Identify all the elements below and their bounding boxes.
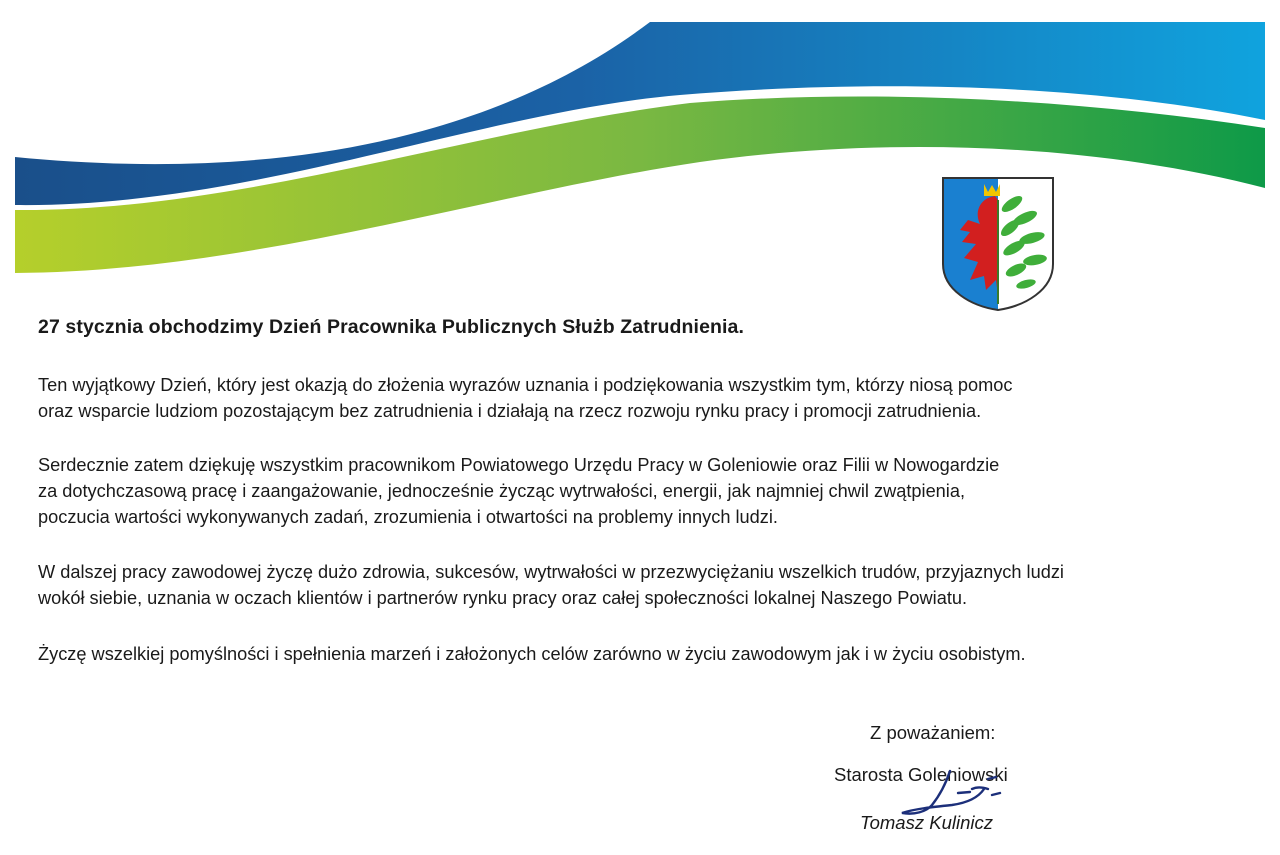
letter-title: 27 stycznia obchodzimy Dzień Pracownika Publicznych Służb Zatrudnienia.	[38, 316, 745, 338]
text-line: oraz wsparcie ludziom pozostającym bez zatrudnienia i działają na rzecz rozwoju rynku pracy i promocji zatrudnienia.	[38, 401, 982, 421]
coat-of-arms-logo	[940, 176, 1056, 312]
paragraph-3	[38, 559, 1253, 611]
text-line: Życzę wszelkiej pomyślności i spełnienia marzeń i założonych celów zarówno w życiu zawodowym jak i w życiu osobistym.	[38, 644, 1026, 664]
paragraph-4	[38, 641, 1253, 667]
text-line: wokół siebie, uznania w oczach klientów i partnerów rynku pracy oraz całej społeczności lokalnej Naszego Powiatu.	[38, 588, 968, 608]
signatory-role: Starosta Goleniowski	[834, 764, 1008, 785]
text-line: Ten wyjątkowy Dzień, który jest okazją do złożenia wyrazów uznania i podziękowania wszystkim tym, którzy niosą pomoc	[38, 375, 1013, 395]
paragraph-2	[38, 452, 1253, 530]
text-line: za dotychczasową pracę i zaangażowanie, jednocześnie życząc wytrwałości, energii, jak najmniej chwil zwątpienia,	[38, 481, 966, 501]
text-line: Serdecznie zatem dziękuję wszystkim pracownikom Powiatowego Urzędu Pracy w Goleniowie oraz Filii w Nowogardzie	[38, 455, 1000, 475]
paragraph-1	[38, 372, 1253, 424]
signatory-name: Tomasz Kulinicz	[860, 812, 993, 833]
closing-salutation: Z poważaniem:	[870, 722, 996, 743]
header-wave-banner	[0, 0, 1280, 300]
text-line: poczucia wartości wykonywanych zadań, zrozumienia i otwartości na problemy innych ludzi.	[38, 507, 778, 527]
text-line: W dalszej pracy zawodowej życzę dużo zdrowia, sukcesów, wytrwałości w przezwyciężaniu wszelkich trudów, przyjaznych ludzi	[38, 562, 1064, 582]
